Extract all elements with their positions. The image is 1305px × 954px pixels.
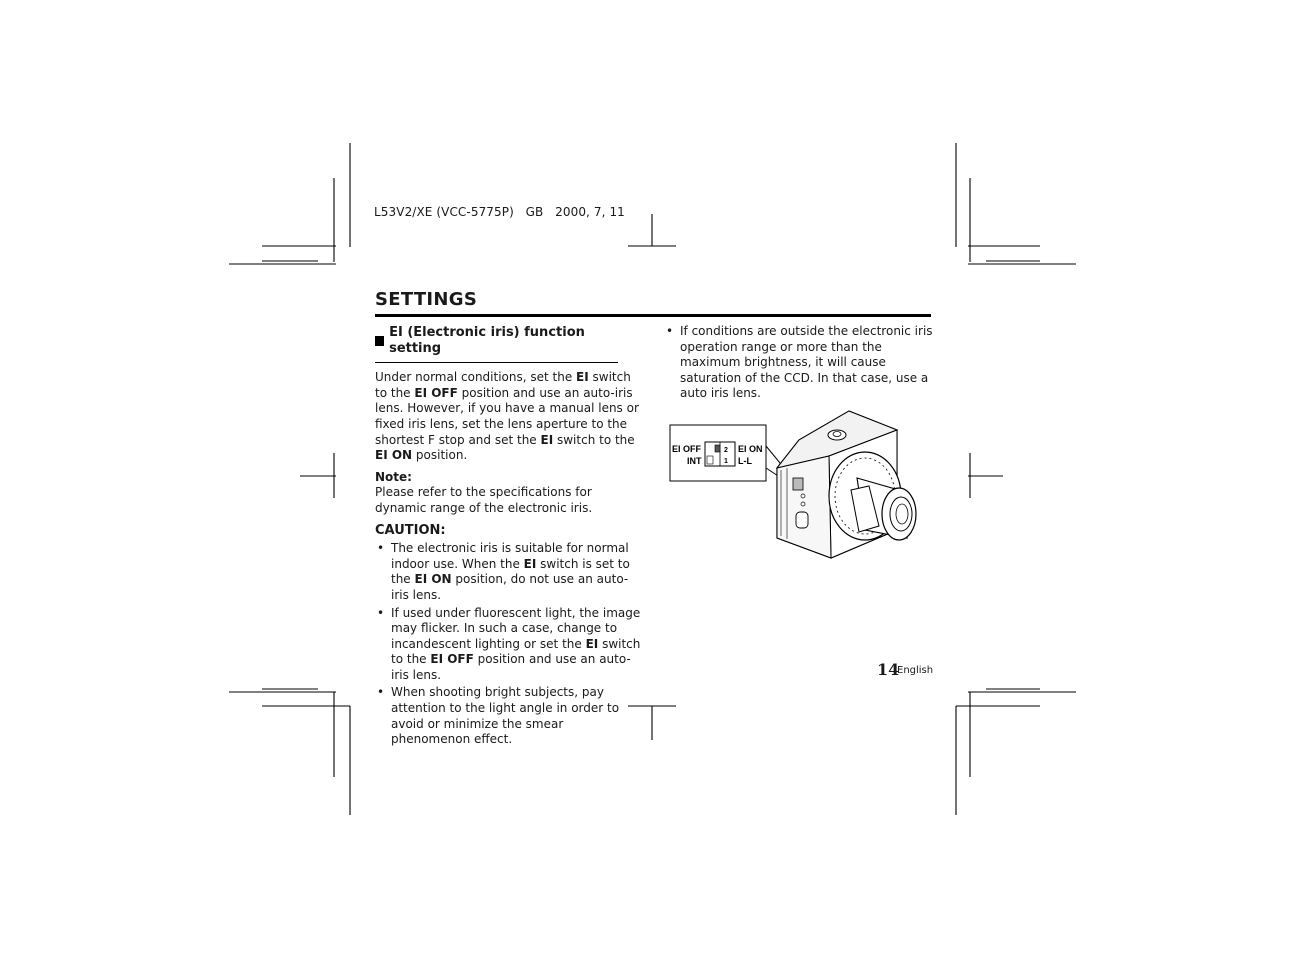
list-item: • When shooting bright subjects, pay attention to the light angle in order to avoid or minimize the smear phenomenon effect.: [377, 685, 620, 747]
list-item: • If conditions are outside the electronic iris operation range or more than the maximum brightness, it will cause saturation of the CCD. In that case, use a auto iris lens.: [666, 324, 933, 401]
square-bullet-icon: [375, 336, 384, 346]
list-item: • The electronic iris is suitable for normal indoor use. When the EI switch is set to the EI ON position, do not use an auto-iris lens.: [377, 541, 630, 602]
label-l-l: L-L: [738, 456, 752, 466]
page-language: English: [897, 665, 934, 676]
camera-illustration: [669, 408, 931, 566]
caution-list: [375, 541, 645, 748]
document-id: L53V2/XE (VCC-5775P) GB 2000, 7, 11: [374, 205, 625, 219]
section-title: SETTINGS: [375, 289, 478, 310]
left-column: [375, 324, 645, 750]
intro-paragraph: Under normal conditions, set the EI switch to the EI OFF position and use an auto-iris lens. However, if you have a manual lens or fixed iris lens, set the lens aperture to the shortest F stop and set the EI switch to the EI ON position.: [375, 370, 639, 463]
subsection-heading: [375, 325, 618, 363]
page-number: 14: [877, 660, 900, 679]
list-item: • If used under fluorescent light, the image may flicker. In such a case, change to incandescent lighting or set the EI switch to the EI OFF position and use an auto-iris lens.: [377, 605, 641, 682]
note-heading: Note:: [375, 469, 412, 484]
label-int: INT: [687, 456, 702, 466]
subsection-title: EI (Electronic iris) function setting: [389, 325, 585, 356]
label-ei-off: EI OFF: [672, 444, 701, 454]
title-rule: [375, 314, 931, 317]
caution-heading: CAUTION:: [375, 522, 446, 538]
switch-number-2: 2: [724, 447, 728, 454]
right-column: [665, 324, 935, 404]
label-ei-on: EI ON: [738, 444, 763, 454]
right-list: [665, 324, 935, 402]
note-text: Please refer to the specifications for dynamic range of the electronic iris.: [375, 485, 593, 515]
switch-number-1: 1: [724, 458, 728, 465]
